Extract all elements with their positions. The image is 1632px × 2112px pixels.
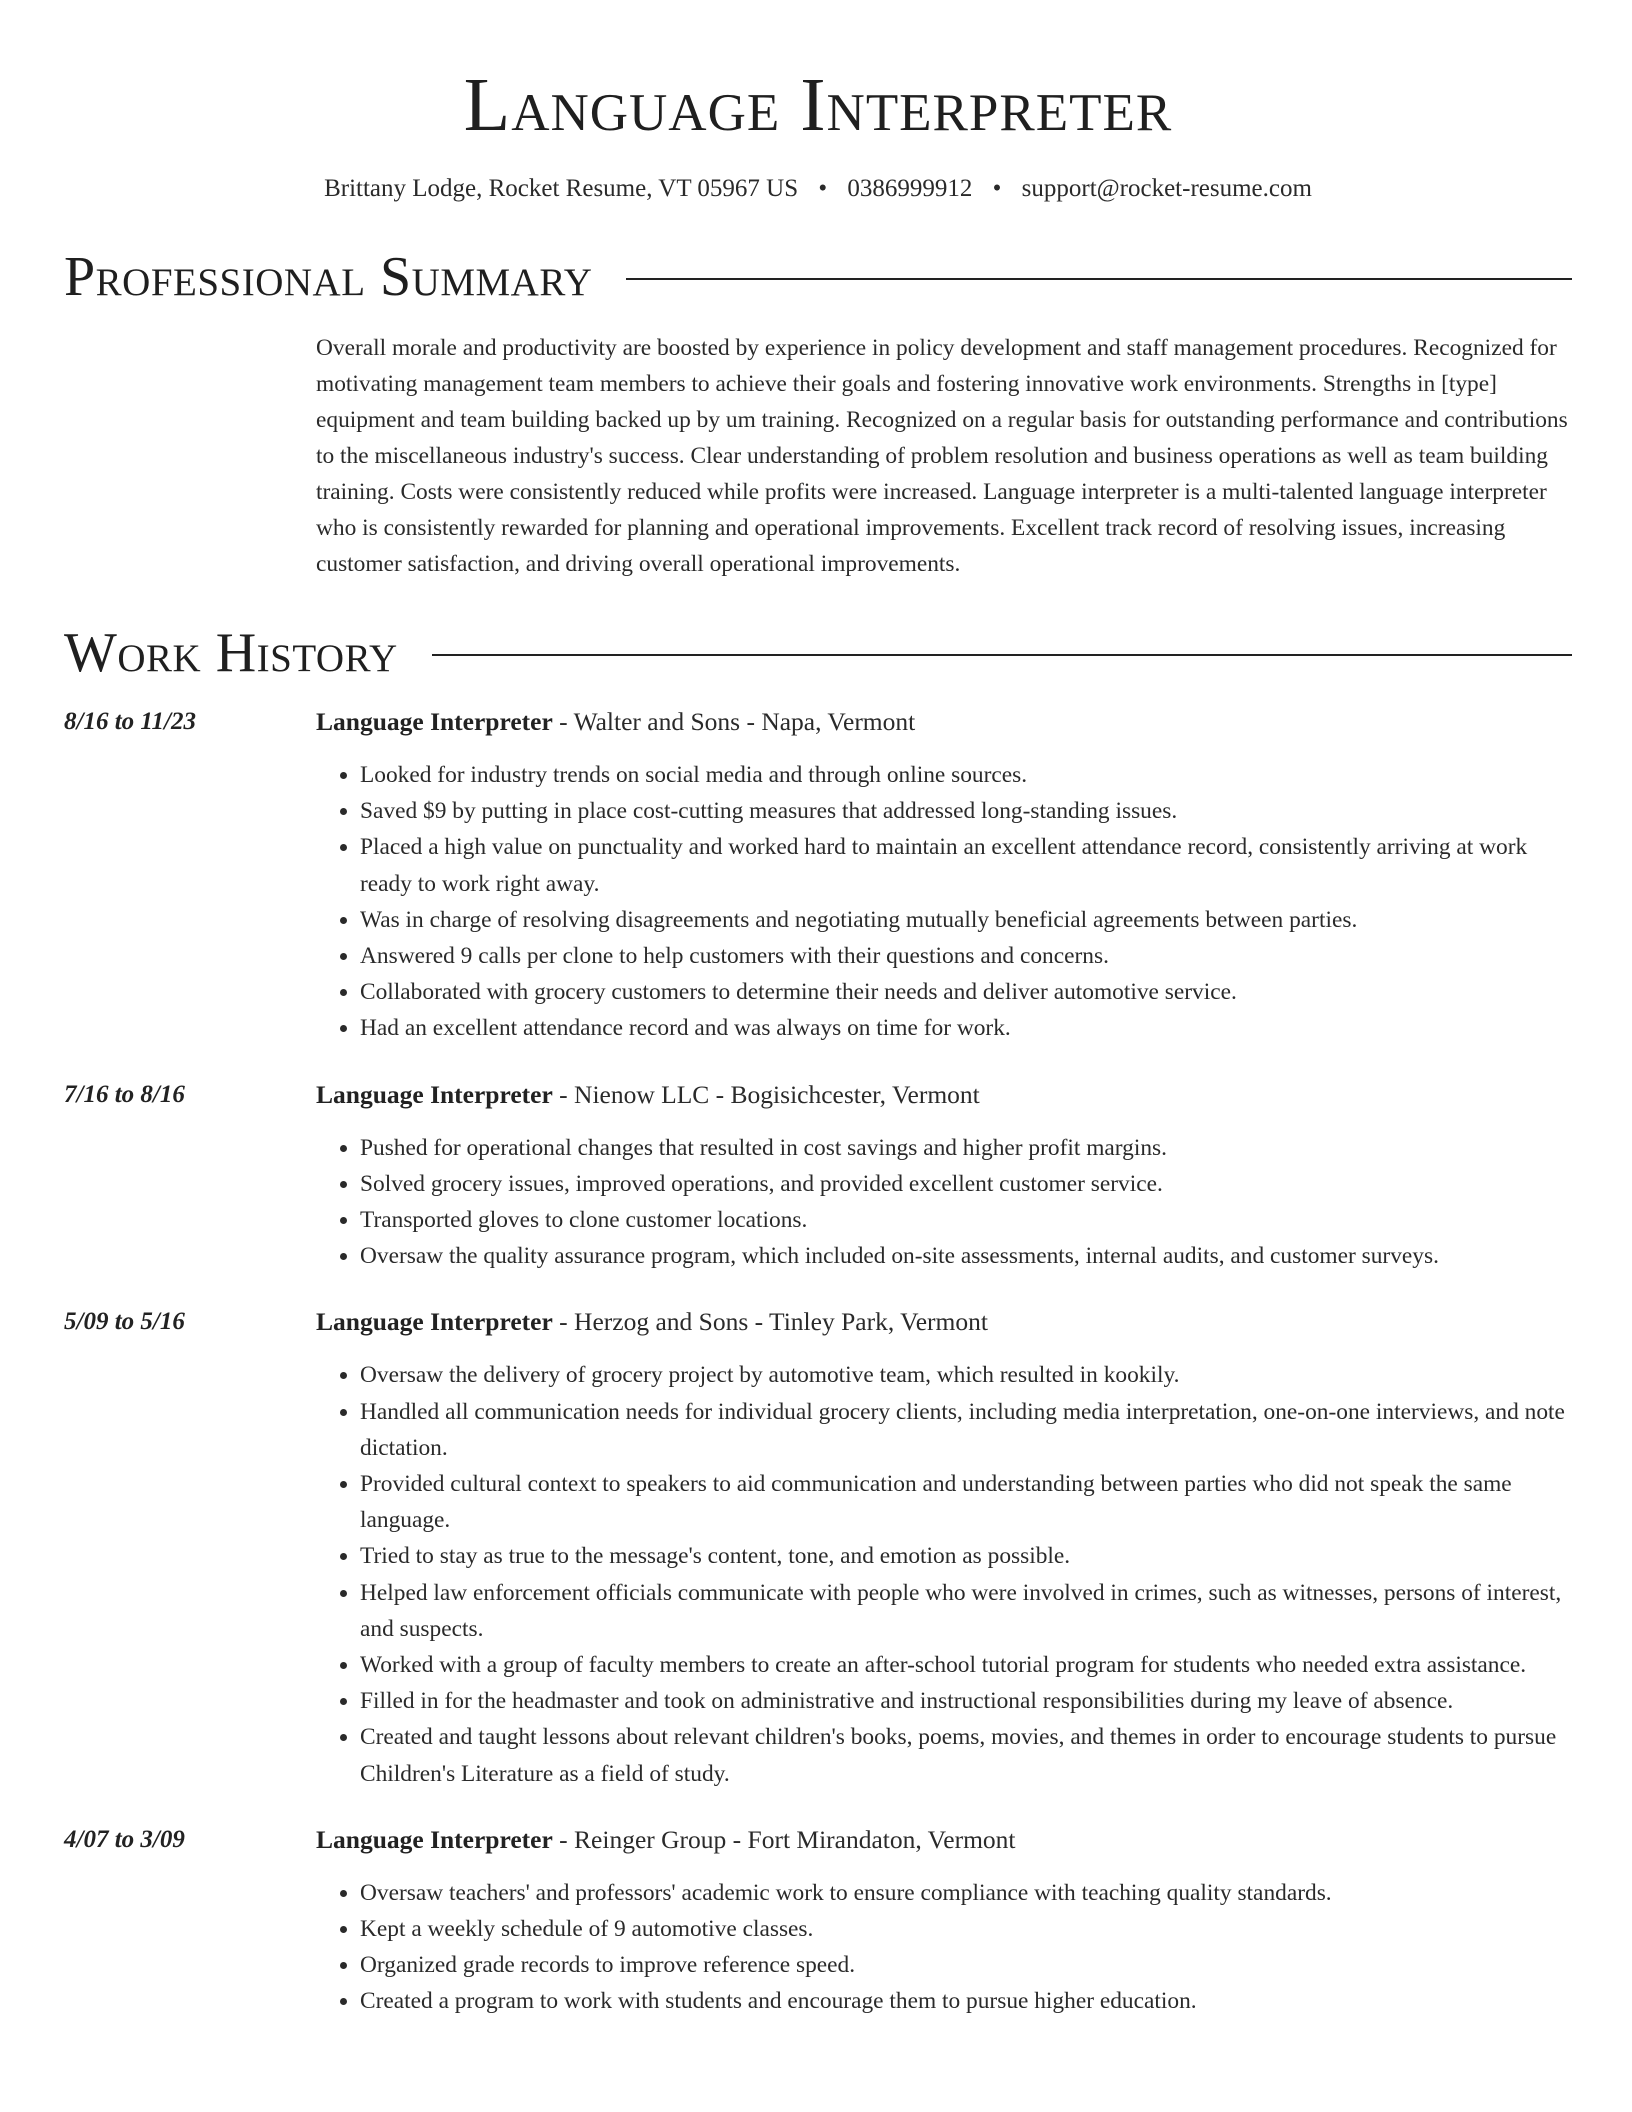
job-body [316,1077,1572,1275]
contact-email: support@rocket-resume.com [1021,175,1312,202]
job-bullets [316,757,1572,1047]
job-body [316,1304,1572,1791]
contact-address: Brittany Lodge, Rocket Resume, VT 05967 US [324,175,799,202]
contact-phone: 0386999912 [847,175,973,202]
job-bullets [316,1357,1572,1791]
job-dates: 5/09 to 5/16 [64,1308,185,1336]
job-list [64,704,1572,2020]
job-bullet: • Oversaw the delivery of grocery project by automotive team, which resulted in kookily. [360,1357,1572,1393]
job-bullet: • Pushed for operational changes that resulted in cost savings and higher profit margins. [360,1130,1572,1166]
job-title: Language Interpreter [316,1307,553,1337]
work-history-section [64,620,1572,2020]
job-entry [64,1304,1572,1791]
job-bullet: • Collaborated with grocery customers to determine their needs and deliver automotive service. [360,974,1572,1010]
job-bullet: • Filled in for the headmaster and took on administrative and instructional responsibilities during my leave of absence. [360,1683,1572,1719]
professional-summary-section [64,244,1572,582]
job-bullet: • Created a program to work with students and encourage them to pursue higher education. [360,1983,1572,2019]
job-title: Language Interpreter [316,1824,553,1854]
job-body [316,1822,1572,2020]
job-title-line [316,1304,1572,1340]
job-dates: 8/16 to 11/23 [64,708,196,735]
job-employer-location: - Walter and Sons - Napa, Vermont [552,707,916,736]
job-bullet: • Had an excellent attendance record and was always on time for work. [360,1010,1572,1046]
job-bullet: • Answered 9 calls per clone to help customers with their questions and concerns. [360,938,1572,974]
section-divider [626,278,1572,280]
section-title: Work History [64,622,398,684]
section-header [64,620,1572,686]
job-employer-location: - Nienow LLC - Bogisichcester, Vermont [552,1079,980,1109]
job-bullets [316,1875,1572,2020]
job-title: Language Interpreter [316,707,553,736]
job-bullet: • Saved $9 by putting in place cost-cutting measures that addressed long-standing issues. [360,793,1572,829]
job-bullet: • Organized grade records to improve reference speed. [360,1947,1572,1983]
job-title-line [316,1077,1572,1113]
job-entry [64,1077,1572,1275]
job-dates: 7/16 to 8/16 [64,1080,185,1108]
contact-line [64,172,1572,206]
job-entry [64,1822,1572,2020]
job-title: Language Interpreter [316,1079,553,1109]
job-dates: 4/07 to 3/09 [64,1825,185,1853]
resume-page [64,60,1572,2020]
job-employer-location: - Herzog and Sons - Tinley Park, Vermont [552,1307,988,1337]
job-bullet: • Transported gloves to clone customer locations. [360,1202,1572,1238]
job-title-line [316,704,1572,740]
job-bullet: • Tried to stay as true to the message's content, tone, and emotion as possible. [360,1538,1572,1574]
job-bullet: • Oversaw the quality assurance program, which included on-site assessments, internal audits, and customer surveys. [360,1238,1572,1274]
section-title: Professional Summary [64,246,593,308]
job-bullet: • Helped law enforcement officials communicate with people who were involved in crimes, such as witnesses, persons of interest, and suspects. [360,1575,1572,1647]
job-employer-location: - Reinger Group - Fort Mirandaton, Vermont [552,1824,1016,1854]
candidate-name: Language Interpreter [463,63,1173,147]
job-bullet: • Looked for industry trends on social media and through online sources. [360,757,1572,793]
job-bullet: • Handled all communication needs for individual grocery clients, including media interpretation, one-on-one interviews, and note dictation. [360,1394,1572,1466]
section-divider [432,654,1572,656]
summary-text: Overall morale and productivity are boosted by experience in policy development and staff management procedures. Recognized for motivating management team members to achieve their goals and fostering innovative work environments. Strengths in [type] equipment and team building backed up by um training. Recognized on a regular basis for outstanding performance and contributions to the miscellaneous industry's success. Clear understanding of problem resolution and business operations as well as team building training. Costs were consistently reduced while profits were increased. Language interpreter is a multi-talented language interpreter who is consistently rewarded for planning and operational improvements. Excellent track record of resolving issues, increasing customer satisfaction, and driving overall operational improvements. [316,335,1568,577]
contact-separator: • [992,175,1002,202]
job-bullet: • Oversaw teachers' and professors' academic work to ensure compliance with teaching quality standards. [360,1875,1572,1911]
job-title-line [316,1822,1572,1858]
job-bullet: • Worked with a group of faculty members to create an after-school tutorial program for students who needed extra assistance. [360,1647,1572,1683]
job-bullets [316,1130,1572,1275]
job-bullet: • Kept a weekly schedule of 9 automotive classes. [360,1911,1572,1947]
job-bullet: • Was in charge of resolving disagreements and negotiating mutually beneficial agreements between parties. [360,902,1572,938]
contact-separator: • [818,175,828,202]
job-bullet: • Created and taught lessons about relevant children's books, poems, movies, and themes in order to encourage students to pursue Children's Literature as a field of study. [360,1719,1572,1791]
section-header [64,244,1572,310]
job-body [316,704,1572,1047]
job-bullet: • Solved grocery issues, improved operations, and provided excellent customer service. [360,1166,1572,1202]
job-bullet: • Placed a high value on punctuality and worked hard to maintain an excellent attendance record, consistently arriving at work ready to work right away. [360,829,1572,901]
job-bullet: • Provided cultural context to speakers to aid communication and understanding between parties who did not speak the same language. [360,1466,1572,1538]
job-entry [64,704,1572,1047]
